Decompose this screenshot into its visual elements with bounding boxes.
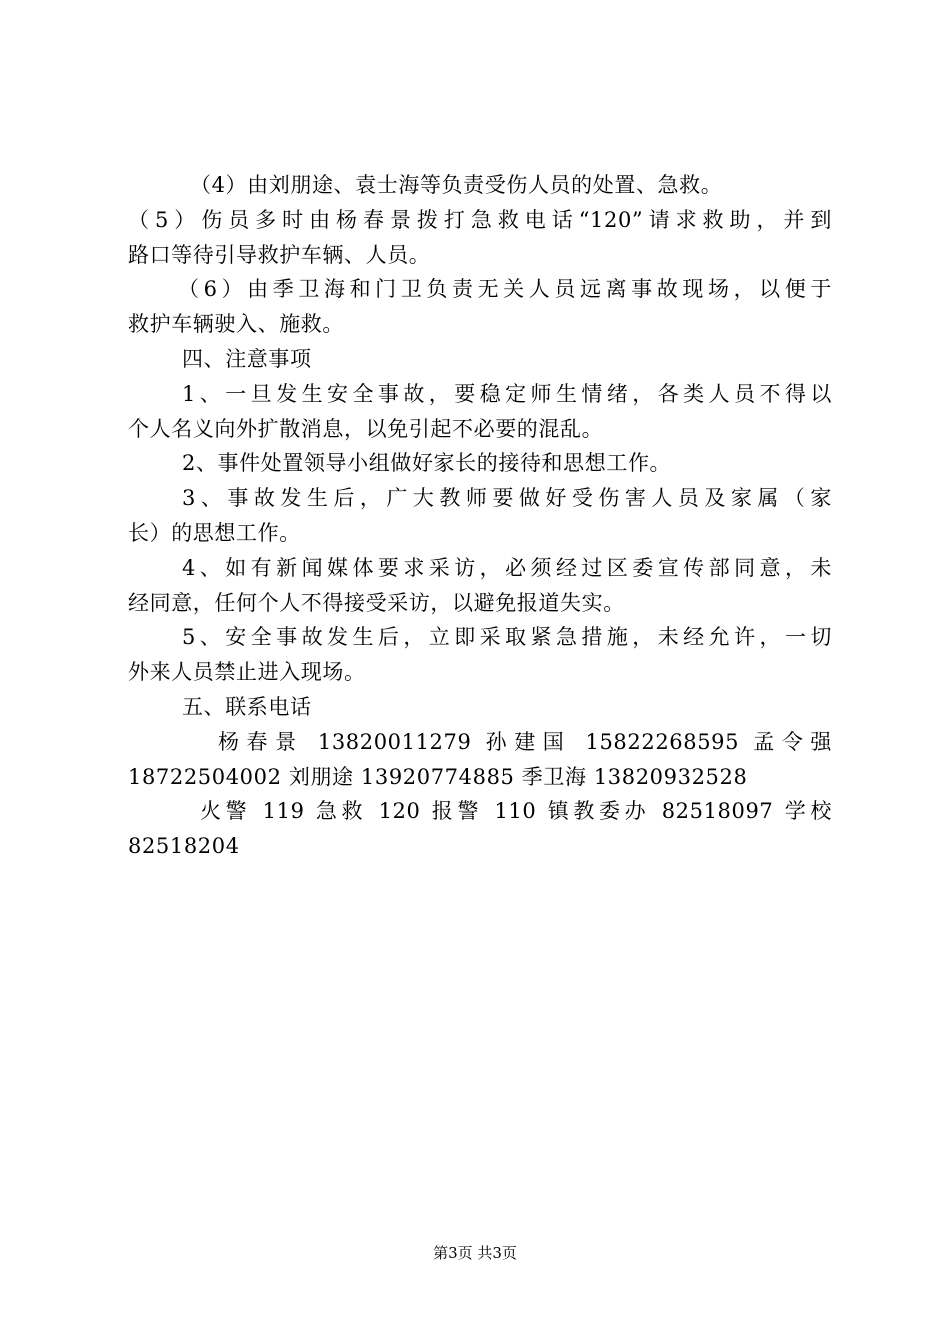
text-line: 救护车辆驶入、施救。: [128, 312, 344, 337]
contact-line: 火警 119 急救 120 报警 110 镇教委办 82518097 学校: [200, 799, 832, 824]
text-line: 5、安全事故发生后，立即采取紧急措施，未经允许，一切: [182, 625, 832, 650]
text-line: 经同意，任何个人不得接受采访，以避免报道失实。: [128, 590, 625, 615]
text-line: （5）伤员多时由杨春景拨打急救电话“120”请求救助，并到: [128, 207, 832, 232]
text-line: 长）的思想工作。: [128, 520, 301, 545]
text-line: 3、事故发生后，广大教师要做好受伤害人员及家属（家: [182, 486, 832, 511]
contact-line: 杨春景 13820011279 孙建国 15822268595 孟令强: [218, 729, 832, 754]
document-body: [128, 168, 832, 864]
text-line: 路口等待引导救护车辆、人员。: [128, 242, 431, 267]
text-line: （4）由刘朋途、袁士海等负责受伤人员的处置、急救。: [190, 173, 723, 197]
text-line: 2、事件处置领导小组做好家长的接待和思想工作。: [182, 451, 672, 476]
section-heading: 五、联系电话: [182, 694, 312, 719]
text-line: （6）由季卫海和门卫负责无关人员远离事故现场，以便于: [178, 277, 832, 302]
text-line: 个人名义向外扩散消息，以免引起不必要的混乱。: [128, 416, 604, 441]
text-line: 4、如有新闻媒体要求采访，必须经过区委宣传部同意，未: [182, 555, 832, 580]
section-heading: 四、注意事项: [182, 346, 312, 371]
contact-line: 18722504002 刘朋途 13920774885 季卫海 13820932528: [128, 764, 748, 789]
text-line: 外来人员禁止进入现场。: [128, 660, 366, 685]
text-line: 1、一旦发生安全事故，要稳定师生情绪，各类人员不得以: [182, 381, 832, 406]
contact-line: 82518204: [128, 834, 240, 859]
page-footer: 第3页 共3页: [433, 1244, 517, 1262]
